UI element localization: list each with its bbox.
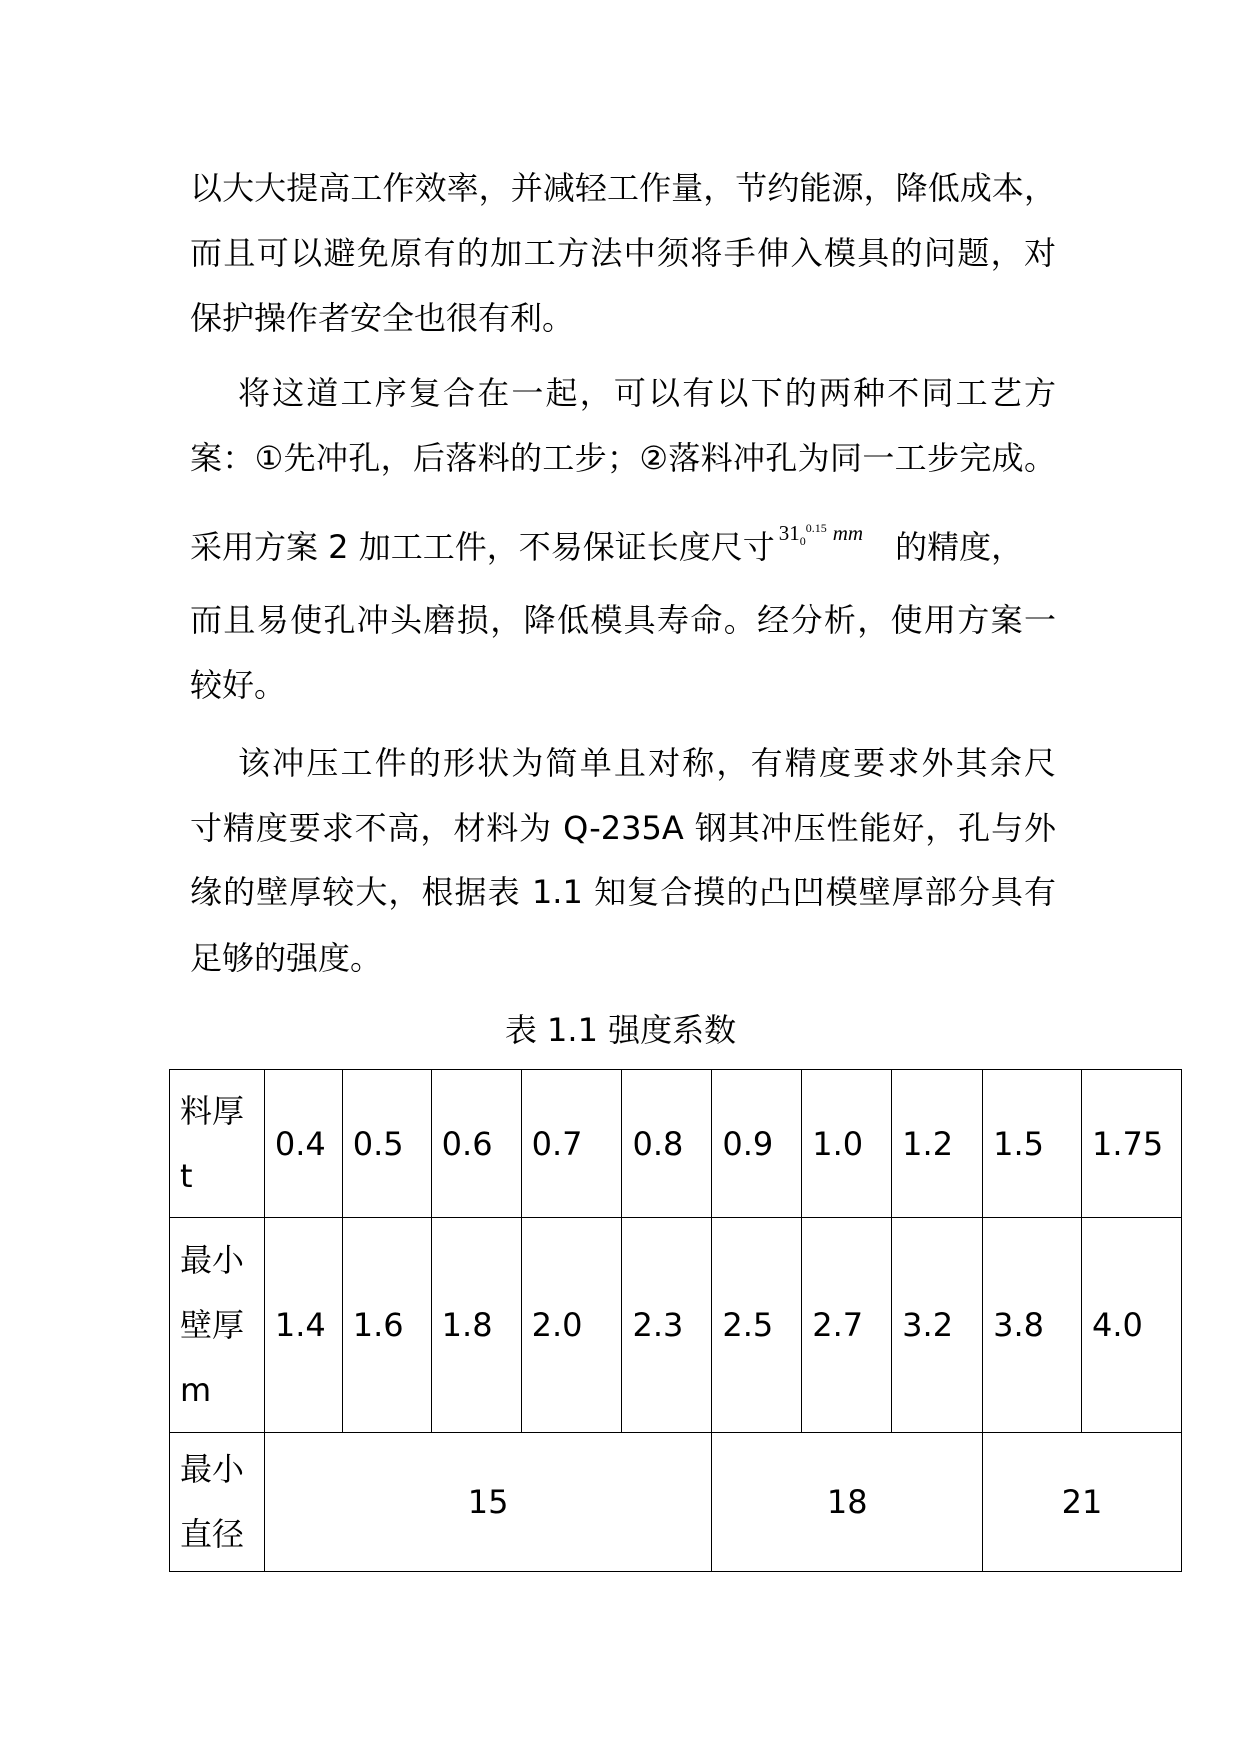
table-row-min-wall (170, 1218, 1182, 1433)
text-line: 保护操作者安全也很有利。 (190, 299, 575, 337)
table-cell: 2.0 (521, 1218, 622, 1433)
table-cell: 3.8 (983, 1218, 1082, 1433)
table-cell: 2.5 (712, 1218, 802, 1433)
text-line: 较好。 (190, 666, 287, 704)
strength-coefficient-table (169, 1069, 1182, 1572)
row-header (170, 1218, 265, 1433)
table-cell: 1.5 (983, 1070, 1082, 1218)
formula-upper-tolerance: 0.15 (805, 521, 827, 535)
table-cell: 1.2 (892, 1070, 983, 1218)
table-cell: 0.5 (342, 1070, 431, 1218)
text-segment: 的精度， (895, 528, 1024, 566)
header-text: 最小 (180, 1240, 245, 1279)
table-cell: 2.3 (622, 1218, 712, 1433)
text-line-with-formula (190, 521, 1056, 579)
text-line: 以大大提高工作效率，并减轻工作量，节约能源，降低成本， (190, 169, 1056, 207)
text-line: 足够的强度。 (190, 939, 383, 977)
table-row-min-diameter (170, 1433, 1182, 1572)
header-text: 最小 (180, 1450, 245, 1488)
table-cell: 15 (264, 1433, 712, 1572)
text-line: 将这道工序复合在一起，可以有以下的两种不同工艺方 (238, 374, 1056, 412)
table-cell: 1.75 (1081, 1070, 1181, 1218)
table-cell: 0.6 (431, 1070, 521, 1218)
header-text: 壁厚 (180, 1305, 245, 1344)
dimension-formula (779, 508, 863, 561)
table-cell: 21 (983, 1433, 1182, 1572)
table-cell: 0.9 (712, 1070, 802, 1218)
row-header (170, 1070, 265, 1218)
table-cell: 4.0 (1081, 1218, 1181, 1433)
table-cell: 0.8 (622, 1070, 712, 1218)
table-cell: 1.6 (342, 1218, 431, 1433)
table-cell: 1.4 (264, 1218, 342, 1433)
table-row-thickness (170, 1070, 1182, 1218)
header-text: m (180, 1370, 212, 1409)
text-line: 而且可以避免原有的加工方法中须将手伸入模具的问题，对 (190, 234, 1056, 272)
table-cell: 0.4 (264, 1070, 342, 1218)
text-segment: 采用方案 2 加工工件，不易保证长度尺寸 (190, 528, 775, 566)
text-line: 该冲压工件的形状为简单且对称，有精度要求外其余尺 (238, 744, 1056, 782)
header-text: 直径 (180, 1515, 245, 1553)
table-cell: 3.2 (892, 1218, 983, 1433)
header-text: t (180, 1156, 193, 1195)
text-line: 案：①先冲孔，后落料的工步；②落料冲孔为同一工步完成。 (190, 439, 1056, 477)
table-cell: 2.7 (802, 1218, 892, 1433)
formula-unit: mm (832, 521, 864, 545)
table-cell: 1.0 (802, 1070, 892, 1218)
formula-base: 31 (778, 521, 800, 545)
text-line: 缘的壁厚较大，根据表 1.1 知复合摸的凸凹模壁厚部分具有 (190, 873, 1056, 911)
table-cell: 18 (712, 1433, 983, 1572)
table-caption: 表 1.1 强度系数 (504, 1011, 737, 1049)
text-line: 寸精度要求不高，材料为 Q-235A 钢其冲压性能好，孔与外 (190, 809, 1056, 847)
table-cell: 0.7 (521, 1070, 622, 1218)
header-text: 料厚 (180, 1091, 245, 1130)
table-cell: 1.8 (431, 1218, 521, 1433)
text-line: 而且易使孔冲头磨损，降低模具寿命。经分析，使用方案一 (190, 601, 1056, 639)
row-header (170, 1433, 265, 1572)
formula-lower-tolerance: 0 (799, 534, 806, 549)
